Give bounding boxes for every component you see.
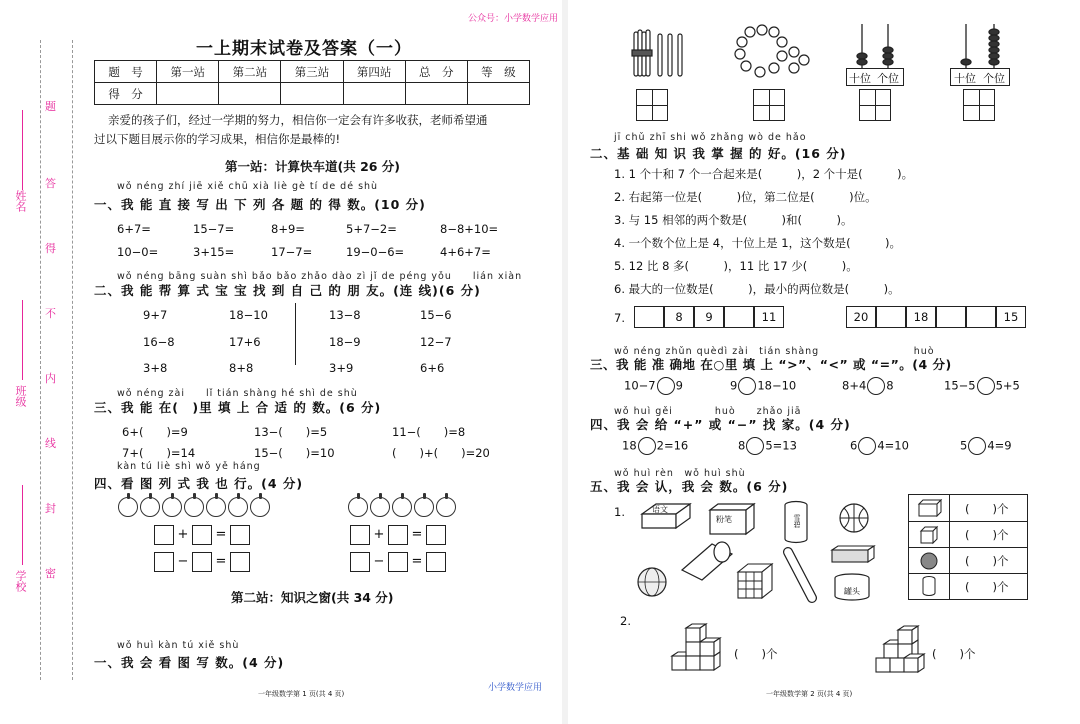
count-cell[interactable]: ( )个 <box>965 502 1009 516</box>
r-s2-heading: 二、基 础 知 识 我 掌 握 的 好。(16 分) <box>590 146 847 161</box>
class-underline <box>22 300 23 380</box>
eraser-icon <box>830 544 876 566</box>
basketball-icon <box>838 502 870 534</box>
apples-left <box>118 497 272 521</box>
write-number-box[interactable] <box>963 89 995 121</box>
calc-item: 10−0= <box>117 245 159 259</box>
apple-icon <box>436 497 456 517</box>
abacus-tens-label: 十位 <box>954 72 976 85</box>
score-cell[interactable] <box>219 83 281 105</box>
school-label: 学校 <box>14 570 27 592</box>
cube-stack-icon <box>870 624 930 678</box>
score-cell[interactable] <box>157 83 219 105</box>
chalk-label: 粉笔 <box>716 515 732 524</box>
footer-left: 一年级数学第 1 页(共 4 页) <box>258 690 345 698</box>
fill-item[interactable]: 11−( )=8 <box>392 425 466 439</box>
match-item[interactable]: 9+7 <box>143 308 168 322</box>
r-s5-label2: 2. <box>620 614 631 628</box>
s5-heading: 一、我 会 看 图 写 数。(4 分) <box>94 655 285 670</box>
answer-box[interactable] <box>154 552 174 572</box>
sign-circle[interactable] <box>968 437 986 455</box>
apple-icon <box>370 497 390 517</box>
name-label: 姓名 <box>14 190 27 212</box>
station2-title: 第二站：知识之窗(共 34 分) <box>231 590 394 605</box>
cube-icon <box>919 525 939 545</box>
page-title: 一上期末试卷及答案（一） <box>196 39 412 59</box>
answer-box[interactable] <box>350 525 370 545</box>
seal-char: 答 <box>45 177 56 190</box>
can-label: 雪碧 <box>793 514 801 528</box>
fill-item[interactable]: ( )+( )=20 <box>392 446 490 460</box>
calc-item: 19−0−6= <box>346 245 405 259</box>
score-header-cell: 题 号 <box>95 61 157 83</box>
seal-char: 不 <box>45 307 56 320</box>
apple-icon <box>348 497 368 517</box>
answer-box[interactable] <box>154 525 174 545</box>
apple-icon <box>206 497 226 517</box>
write-number-box[interactable] <box>636 89 668 121</box>
rubik-cube-icon <box>734 562 774 602</box>
knowledge-item[interactable]: 1. 1 个十和 7 个一合起来是( )，2 个十是( )。 <box>614 167 914 181</box>
apple-icon <box>414 497 434 517</box>
sphere-icon <box>919 551 939 571</box>
intro-line: 过以下题目展示你的学习成果，相信你是最棒的! <box>94 132 341 146</box>
sign-item: 18 2=16 <box>622 437 688 455</box>
globe-ball-icon <box>636 566 668 598</box>
score-header-cell: 等 级 <box>467 61 529 83</box>
score-cell[interactable] <box>467 83 529 105</box>
cylinder-stick-icon <box>782 546 822 606</box>
answer-box[interactable] <box>388 552 408 572</box>
s4-heading: 四、看 图 列 式 我 也 行。(4 分) <box>94 476 304 491</box>
name-underline <box>22 110 23 190</box>
tin-can-label: 罐头 <box>844 587 860 596</box>
s1-pinyin: wǒ néng zhí jiē xiě chū xià liè gè tí de dé shù <box>117 181 379 192</box>
r-s3-heading: 三、我 能 准 确地 在○里 填 上 “>”、“<” 或 “=”。(4 分) <box>590 357 952 372</box>
apples-right <box>348 497 458 521</box>
answer-box[interactable] <box>426 552 446 572</box>
knowledge-item[interactable]: 2. 右起第一位是( )位，第二位是( )位。 <box>614 190 877 204</box>
answer-box[interactable] <box>388 525 408 545</box>
cube-stack-icon <box>670 622 726 678</box>
seal-char: 内 <box>45 372 56 385</box>
sign-circle[interactable] <box>638 437 656 455</box>
station1-title: 第一站：计算快车道(共 26 分) <box>225 159 401 174</box>
sequence-cell[interactable] <box>724 306 754 328</box>
score-cell[interactable] <box>281 83 343 105</box>
apple-icon <box>392 497 412 517</box>
abacus-ones-label: 个位 <box>877 72 899 85</box>
stick-bundle-icon <box>628 26 688 82</box>
match-divider <box>295 303 296 365</box>
match-item[interactable]: 3+8 <box>143 361 168 375</box>
match-item[interactable]: 16−8 <box>143 335 175 349</box>
knowledge-item[interactable]: 5. 12 比 8 多( )，11 比 17 少( )。 <box>614 259 858 273</box>
abacus-base <box>950 68 1010 86</box>
calc-item: 3+15= <box>193 245 235 259</box>
circles-icon <box>730 24 810 84</box>
apple-icon <box>118 497 138 517</box>
sign-circle[interactable] <box>858 437 876 455</box>
school-underline <box>22 485 23 565</box>
sequence-cell[interactable]: 18 <box>906 306 936 328</box>
match-item[interactable]: 15−6 <box>420 308 452 322</box>
knowledge-item[interactable]: 3. 与 15 相邻的两个数是( )和( )。 <box>614 213 853 227</box>
count-cell[interactable]: ( )个 <box>965 580 1009 594</box>
score-table <box>94 60 530 105</box>
cube-count[interactable]: ( )个 <box>734 647 778 661</box>
paper-roll-icon <box>678 540 734 584</box>
sequence-cell[interactable]: 15 <box>996 306 1026 328</box>
sequence-cell[interactable]: 20 <box>846 306 876 328</box>
score-header-cell: 第三站 <box>281 61 343 83</box>
score-header-cell: 第二站 <box>219 61 281 83</box>
watermark-top: 公众号：小学数学应用 <box>468 14 559 24</box>
compare-item: 8+4 8 <box>842 377 894 395</box>
seal-char: 封 <box>45 502 56 515</box>
abacus-tens-label: 十位 <box>849 72 871 85</box>
answer-box[interactable] <box>192 525 212 545</box>
apple-icon <box>250 497 270 517</box>
answer-box[interactable] <box>230 552 250 572</box>
s2-heading: 二、我 能 帮 算 式 宝 宝 找 到 自 己 的 朋 友。(连 线)(6 分) <box>94 283 481 298</box>
write-number-box[interactable] <box>859 89 891 121</box>
abacus-icon <box>846 20 906 72</box>
match-item[interactable]: 18−10 <box>229 308 268 322</box>
s5-pinyin: wǒ huì kàn tú xiě shù <box>117 640 240 651</box>
seal-char: 线 <box>45 437 56 450</box>
cube-count[interactable]: ( )个 <box>932 647 976 661</box>
abacus-icon <box>952 20 1012 72</box>
s1-heading: 一、我 能 直 接 写 出 下 列 各 题 的 得 数。(10 分) <box>94 197 426 212</box>
match-item[interactable]: 17+6 <box>229 335 261 349</box>
answer-box[interactable] <box>192 552 212 572</box>
calc-item: 15−7= <box>193 222 235 236</box>
intro-line: 亲爱的孩子们，经过一学期的努力，相信你一定会有许多收获，老师希望通 <box>108 113 488 127</box>
item7-label: 7. <box>614 311 625 325</box>
r-s4-pinyin: wǒ huì gěi huò zhǎo jiā <box>614 406 802 417</box>
match-item[interactable]: 13−8 <box>329 308 361 322</box>
answer-box[interactable] <box>230 525 250 545</box>
sign-item: 8 5=13 <box>738 437 797 455</box>
equation-sub-right: − = <box>350 551 446 572</box>
abacus-base <box>846 68 904 86</box>
sequence-cell[interactable] <box>936 306 966 328</box>
equation-sub-left: − = <box>154 551 250 572</box>
calc-item: 8+9= <box>271 222 305 236</box>
sequence-cell[interactable] <box>966 306 996 328</box>
compare-item: 10−7 9 <box>624 377 683 395</box>
apple-icon <box>228 497 248 517</box>
calc-item: 8−8+10= <box>440 222 499 236</box>
calc-item: 5+7−2= <box>346 222 397 236</box>
calc-item: 17−7= <box>271 245 313 259</box>
fill-item[interactable]: 6+( )=9 <box>122 425 188 439</box>
compare-circle[interactable] <box>977 377 995 395</box>
apple-icon <box>184 497 204 517</box>
apple-icon <box>140 497 160 517</box>
score-header-cell: 第四站 <box>343 61 405 83</box>
r-s5-label1: 1. <box>614 505 625 519</box>
footer-right: 一年级数学第 2 页(共 4 页) <box>766 690 853 698</box>
apple-icon <box>162 497 182 517</box>
answer-box[interactable] <box>426 525 446 545</box>
right-page <box>570 0 1080 724</box>
score-cell[interactable] <box>405 83 467 105</box>
s3-pinyin: wǒ néng zài lǐ tián shàng hé shì de shù <box>117 388 358 399</box>
count-table <box>908 494 1028 600</box>
sequence-cell[interactable] <box>876 306 906 328</box>
score-header-cell: 总 分 <box>405 61 467 83</box>
match-item[interactable]: 6+6 <box>420 361 445 375</box>
fill-item[interactable]: 13−( )=5 <box>254 425 328 439</box>
sequence-cell[interactable]: 8 <box>664 306 694 328</box>
book-label: 语文 <box>652 505 668 514</box>
seal-char: 得 <box>45 242 56 255</box>
compare-item: 9 18−10 <box>730 377 796 395</box>
sign-item: 5 4=9 <box>960 437 1012 455</box>
knowledge-item[interactable]: 6. 最大的一位数是( )，最小的两位数是( )。 <box>614 282 900 296</box>
s3-heading: 三、我 能 在( )里 填 上 合 适 的 数。(6 分) <box>94 400 382 415</box>
match-item[interactable]: 3+9 <box>329 361 354 375</box>
r-s2-pinyin: jī chǔ zhī shi wǒ zhǎng wò de hǎo <box>614 132 807 143</box>
cuboid-icon <box>917 499 943 517</box>
score-row-label: 得 分 <box>95 83 157 105</box>
sequence-cell[interactable]: 11 <box>754 306 784 328</box>
page-divider <box>562 0 568 724</box>
compare-circle[interactable] <box>867 377 885 395</box>
r-s4-heading: 四、我 会 给 “+” 或 “−” 找 家。(4 分) <box>590 417 851 432</box>
compare-circle[interactable] <box>657 377 675 395</box>
r-s3-pinyin: wǒ néng zhǔn quèdì zài tián shàng huò <box>614 346 935 357</box>
sequence-cell[interactable]: 9 <box>694 306 724 328</box>
binding-line-outer <box>40 40 41 680</box>
knowledge-item[interactable]: 4. 一个数个位上是 4，十位上是 1，这个数是( )。 <box>614 236 902 250</box>
seal-char: 密 <box>45 567 56 580</box>
score-cell[interactable] <box>343 83 405 105</box>
cylinder-icon <box>921 575 937 597</box>
r-s5-pinyin: wǒ huì rèn wǒ huì shù <box>614 468 746 479</box>
seal-char: 题 <box>45 100 56 113</box>
count-cell[interactable]: ( )个 <box>965 528 1009 542</box>
chalk-box-icon <box>706 502 758 536</box>
sign-circle[interactable] <box>746 437 764 455</box>
match-item[interactable]: 8+8 <box>229 361 254 375</box>
answer-box[interactable] <box>350 552 370 572</box>
match-item[interactable]: 18−9 <box>329 335 361 349</box>
equation-add-right: + = <box>350 524 446 545</box>
r-s5-heading: 五、我 会 认，我 会 数。(6 分) <box>590 479 789 494</box>
binding-line-inner <box>72 40 73 680</box>
match-item[interactable]: 12−7 <box>420 335 452 349</box>
fill-item[interactable]: 7+( )=14 <box>122 446 196 460</box>
write-number-box[interactable] <box>753 89 785 121</box>
sequence-cell[interactable] <box>634 306 664 328</box>
sign-item: 6 4=10 <box>850 437 909 455</box>
abacus-ones-label: 个位 <box>983 72 1005 85</box>
class-label: 班级 <box>14 385 27 407</box>
calc-item: 6+7= <box>117 222 151 236</box>
s4-pinyin: kàn tú liè shì wǒ yě háng <box>117 461 261 472</box>
score-header-cell: 第一站 <box>157 61 219 83</box>
watermark-bottom: 小学数学应用 <box>488 683 543 693</box>
count-cell[interactable]: ( )个 <box>965 554 1009 568</box>
calc-item: 4+6+7= <box>440 245 491 259</box>
compare-circle[interactable] <box>738 377 756 395</box>
fill-item[interactable]: 15−( )=10 <box>254 446 335 460</box>
compare-item: 15−5 5+5 <box>944 377 1020 395</box>
equation-add-left: + = <box>154 524 250 545</box>
s2-pinyin: wǒ néng bāng suàn shì bǎo bǎo zhǎo dào zì jǐ de péng yǒu lián xiàn <box>117 271 523 282</box>
